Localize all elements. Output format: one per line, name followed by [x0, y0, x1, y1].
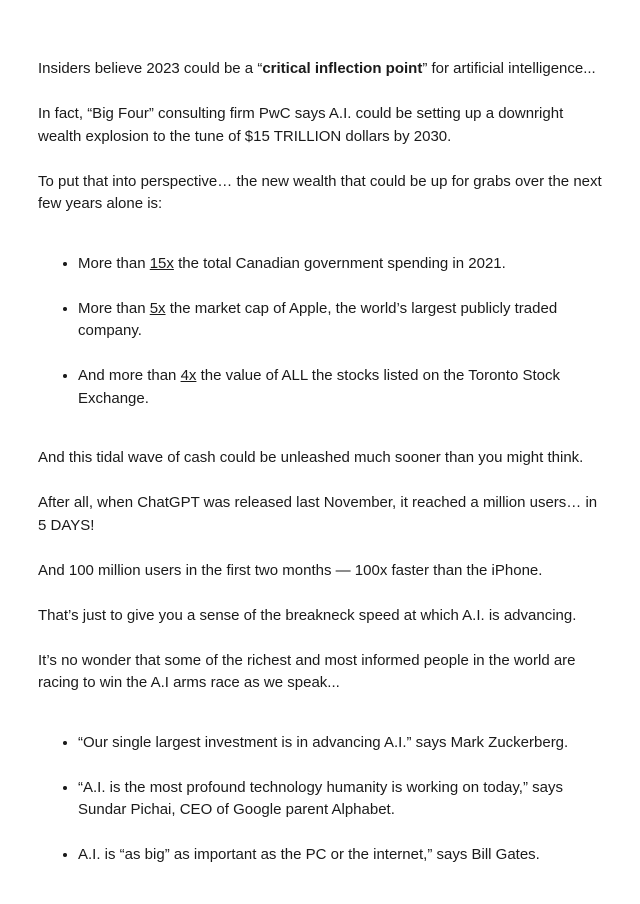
comparison-text: And more than	[78, 367, 181, 384]
body-paragraph-chatgpt: After all, when ChatGPT was released last November, it reached a million users… in 5 DAYS!	[38, 494, 598, 534]
multiplier-link[interactable]: 4x	[180, 367, 197, 384]
comparison-text: More than	[78, 254, 150, 272]
body-paragraph-arms-race: It’s no wonder that some of the richest and most informed people in the world are racing to win the A.I arms race as we speak...	[38, 651, 576, 691]
comparison-item-apple	[78, 298, 606, 343]
inflection-point-emphasis: critical inflection point	[262, 60, 423, 77]
quote-item-gates: • A.I. is “as big” as important as the PC or the internet,” says Bill Gates.	[78, 844, 606, 867]
comparison-item-canada	[78, 253, 606, 276]
intro-paragraph-3: To put that into perspective… the new wealth that could be up for grabs over the next few years alone is:	[38, 172, 602, 212]
body-paragraph-tidal-wave: And this tidal wave of cash could be unleashed much sooner than you might think.	[38, 449, 584, 466]
comparison-list	[38, 253, 606, 411]
multiplier-link[interactable]: 15x	[149, 254, 174, 272]
body-paragraph-100-million: And 100 million users in the first two months — 100x faster than the iPhone.	[38, 561, 543, 579]
comparison-item-tsx	[78, 365, 606, 410]
article-body	[38, 58, 606, 904]
intro-paragraph-2: In fact, “Big Four” consulting firm PwC says A.I. could be setting up a downright wealth explosion to the tune of $15 TRILLION dollars by 2030.	[38, 105, 564, 145]
intro-text-tail: ” for artificial intelligence...	[422, 60, 596, 77]
intro-paragraph-1	[38, 58, 606, 81]
multiplier-link[interactable]: 5x	[149, 299, 166, 317]
quote-list	[38, 732, 606, 867]
body-paragraph-speed: That’s just to give you a sense of the breakneck speed at which A.I. is advancing.	[38, 606, 577, 624]
comparison-text: the value of ALL the stocks listed on the Toronto Stock Exchange.	[78, 367, 560, 407]
comparison-text: the total Canadian government spending in 2021.	[173, 254, 506, 272]
quote-item-pichai: • “A.I. is the most profound technology humanity is working on today,” says Sundar Pichai, CEO of Google parent Alphabet.	[78, 777, 606, 822]
comparison-text: the market cap of Apple, the world’s largest publicly traded company.	[78, 299, 558, 339]
intro-text-lead: Insiders believe 2023 could be a “	[38, 60, 263, 77]
quote-item-zuckerberg: • “Our single largest investment is in advancing A.I.” says Mark Zuckerberg.	[78, 732, 606, 755]
comparison-text: More than	[78, 299, 150, 317]
